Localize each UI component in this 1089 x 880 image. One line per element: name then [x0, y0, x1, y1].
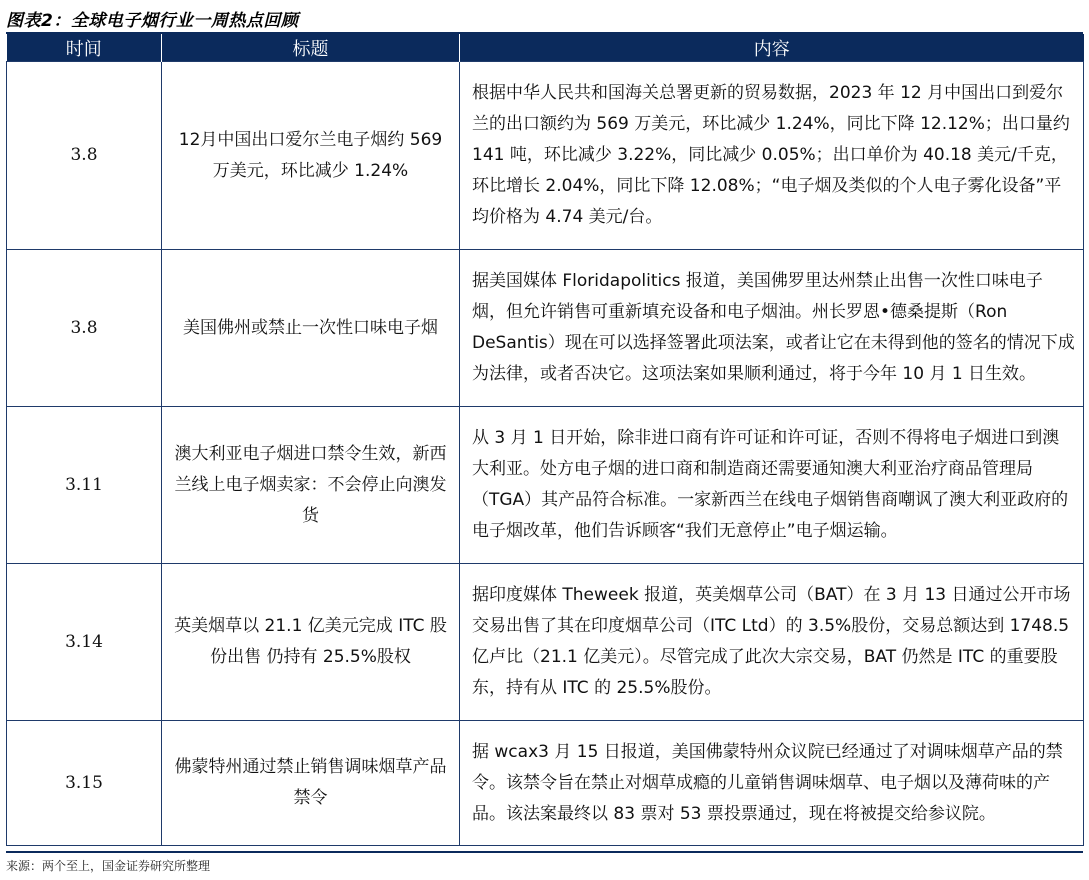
row-content: 根据中华人民共和国海关总署更新的贸易数据，2023 年 12 月中国出口到爱尔兰的出口额约为 569 万美元，环比减少 1.24%，同比下降 12.12%；出口量约 141 吨，环比减少 3.22%，同比减少 0.05%；出口单价为 40.18 美元/千克，环比增长 2.04%，同比下降 12.08%；“电子烟及类似的个人电子雾化设备”平均价格为 4.74 美元/台。: [460, 62, 1084, 250]
row-title: 12月中国出口爱尔兰电子烟约 569 万美元，环比减少 1.24%: [162, 62, 460, 250]
row-title: 美国佛州或禁止一次性口味电子烟: [162, 250, 460, 407]
row-time: 3.14: [7, 564, 162, 721]
table-header-row: [7, 34, 1084, 62]
source-note: 来源：两个至上，国金证券研究所整理: [6, 859, 211, 873]
row-title: 英美烟草以 21.1 亿美元完成 ITC 股份出售 仍持有 25.5%股权: [162, 564, 460, 721]
header-time: 时间: [7, 34, 162, 62]
news-table: [6, 34, 1084, 846]
row-time: 3.15: [7, 721, 162, 846]
row-time: 3.8: [7, 62, 162, 250]
row-time: 3.8: [7, 250, 162, 407]
table-row: [7, 250, 1084, 407]
row-time: 3.11: [7, 407, 162, 564]
row-content: 据美国媒体 Floridapolitics 报道，美国佛罗里达州禁止出售一次性口味电子烟，但允许销售可重新填充设备和电子烟油。州长罗恩•德桑提斯（Ron DeSantis）现在可以选择签署此项法案，或者让它在未得到他的签名的情况下成为法律，或者否决它。这项法案如果顺利通过，将于今年 10 月 1 日生效。: [460, 250, 1084, 407]
row-content: 据 wcax3 月 15 日报道，美国佛蒙特州众议院已经通过了对调味烟草产品的禁令。该禁令旨在禁止对烟草成瘾的儿童销售调味烟草、电子烟以及薄荷味的产品。该法案最终以 83 票对 53 票投票通过，现在将被提交给参议院。: [460, 721, 1084, 846]
table-row: [7, 564, 1084, 721]
table-row: [7, 62, 1084, 250]
row-content: 从 3 月 1 日开始，除非进口商有许可证和许可证，否则不得将电子烟进口到澳大利亚。处方电子烟的进口商和制造商还需要通知澳大利亚治疗商品管理局（TGA）其产品符合标准。一家新西兰在线电子烟销售商嘲讽了澳大利亚政府的电子烟改革，他们告诉顾客“我们无意停止”电子烟运输。: [460, 407, 1084, 564]
header-content: 内容: [460, 34, 1084, 62]
row-content: 据印度媒体 Theweek 报道，英美烟草公司（BAT）在 3 月 13 日通过公开市场交易出售了其在印度烟草公司（ITC Ltd）的 3.5%股份，交易总额达到 1748.5 亿卢比（21.1 亿美元）。尽管完成了此次大宗交易，BAT 仍然是 ITC 的重要股东，持有从 ITC 的 25.5%股份。: [460, 564, 1084, 721]
header-title: 标题: [162, 34, 460, 62]
table-row: [7, 407, 1084, 564]
row-title: 佛蒙特州通过禁止销售调味烟草产品禁令: [162, 721, 460, 846]
row-title: 澳大利亚电子烟进口禁令生效，新西兰线上电子烟卖家：不会停止向澳发货: [162, 407, 460, 564]
footer-divider: [6, 851, 1083, 853]
table-row: [7, 721, 1084, 846]
figure-caption: 图表2：全球电子烟行业一周热点回顾: [6, 11, 299, 31]
